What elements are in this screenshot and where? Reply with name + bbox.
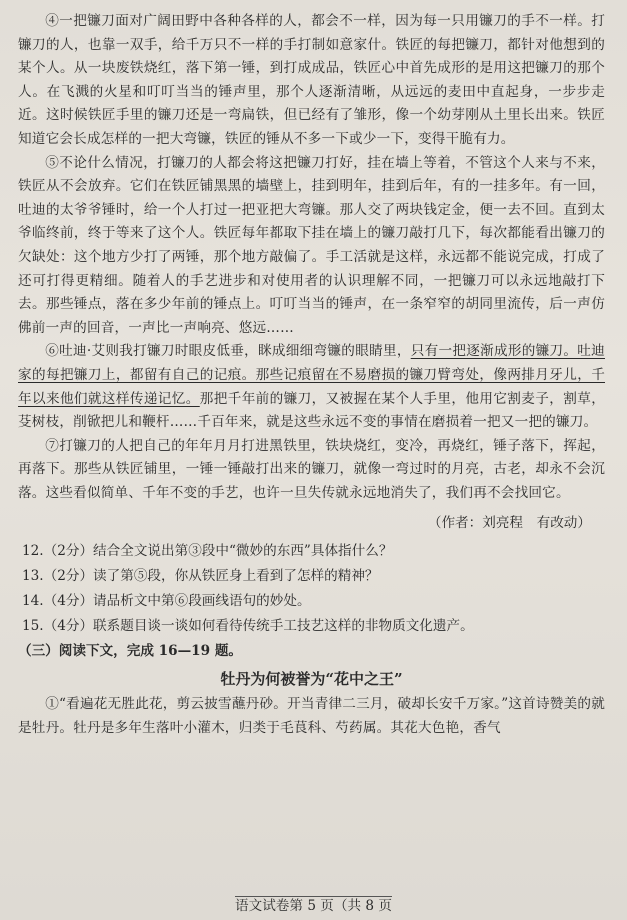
question-14: 14.（4分）请品析文中第⑥段画线语句的妙处。 — [22, 593, 311, 610]
article-2-title: 牡丹为何被誉为“花中之王” — [220, 670, 403, 689]
page-number: 语文试卷第 5 页（共 8 页 — [235, 898, 392, 914]
paragraph-6-underlined-sentence: 只有一把逐渐成形的镰刀。吐迪家的每把镰刀上，都留有自己的记痕。那些记痕留在不易磨损的镰刀臂弯处，像两排月牙儿，千年以来他们就这样传递记忆。 — [18, 343, 605, 407]
question-12: 12.（2分）结合全文说出第③段中“微妙的东西”具体指什么？ — [22, 543, 393, 560]
paragraph-4: ④一把镰刀面对广阔田野中各种各样的人，都会不一样，因为每一只用镰刀的手不一样。打镰刀的人，也靠一双手，给千万只不一样的手打制如意家什。铁匠的每把镰刀，都针对他想到的某个人。从一块废铁烧红，落下第一锤，到打成成品，铁匠心中首先成形的是用这把镰刀的那个人。在飞溅的火星和叮叮当当的锤声里，那个人逐渐清晰，从远远的麦田中直起身，一步步走近。这时候铁匠手里的镰刀还是一弯扁铁，但已经有了雏形，像一个幼芽刚从土里长出来。铁匠知道它会长成怎样的一把大弯镰，铁匠的锤从不多一下或少一下，变得干脆有力。 — [18, 13, 605, 147]
section-3-heading: （三）阅读下文，完成 16—19 题。 — [18, 643, 243, 660]
paragraph-6 — [18, 340, 605, 434]
author-credit: （作者：刘亮程 有改动） — [427, 515, 591, 532]
paragraph-6-prefix: ⑥吐迪·艾则我打镰刀时眼皮低垂，眯成细细弯镰的眼睛里， — [45, 343, 411, 360]
question-13: 13.（2分）读了第⑤段，你从铁匠身上看到了怎样的精神？ — [22, 568, 379, 585]
article-2-paragraph-1: ①“看遍花无胜此花，剪云披雪蘸丹砂。开当青律二三月，破却长安千万家。”这首诗赞美的就是牡丹。牡丹是多年生落叶小灌木，归类于毛茛科、芍药属。其花大色艳，香气 — [18, 696, 605, 737]
page-footer — [0, 894, 627, 914]
paragraph-7: ⑦打镰刀的人把自己的年年月月打进黑铁里，铁块烧红，变冷，再烧红，锤子落下，挥起，再落下。那些从铁匠铺里，一锤一锤敲打出来的镰刀，就像一弯过时的月亮，古老，却永不会沉落。这些看似简单、千年不变的手艺，也许一旦失传就永远地消失了，我们再不会找回它。 — [18, 437, 605, 501]
question-15: 15.（4分）联系题目谈一谈如何看待传统手工技艺这样的非物质文化遗产。 — [22, 618, 474, 635]
paragraph-5: ⑤不论什么情况，打镰刀的人都会将这把镰刀打好，挂在墙上等着，不管这个人来与不来，铁匠从不会放弃。它们在铁匠铺黑黑的墙壁上，挂到明年，挂到后年，有的一挂多年。有一回，吐迪的太爷爷锤时，给一个人打过一把亚把大弯镰。那人交了两块钱定金，便一去不回。直到太爷临终前，终于等来了这个人。铁匠每年都取下挂在墙上的镰刀敲打几下，每次都能看出镰刀的欠缺处：这个地方少打了两锤，那个地方敲偏了。手工活就是这样，永远都不能说完成，打成了还可打得更精细。随着人的手艺进步和对使用者的认识理解不同，一把镰刀可以永远地敲打下去。那些锤点，落在多少年前的锤点上。叮叮当当的锤声，在一条窄窄的胡同里流传，后一声仿佛前一声的回音，一声比一声响亮、悠远…… — [18, 154, 605, 336]
paragraph-6-suffix: 那把千年前的镰刀，又被握在某个人手里，他用它割麦子，割草，芟树枝，削锨把儿和鞭杆……千百年来，就是这些永远不变的事情在磨损着一把又一把的镰刀。 — [18, 390, 605, 431]
